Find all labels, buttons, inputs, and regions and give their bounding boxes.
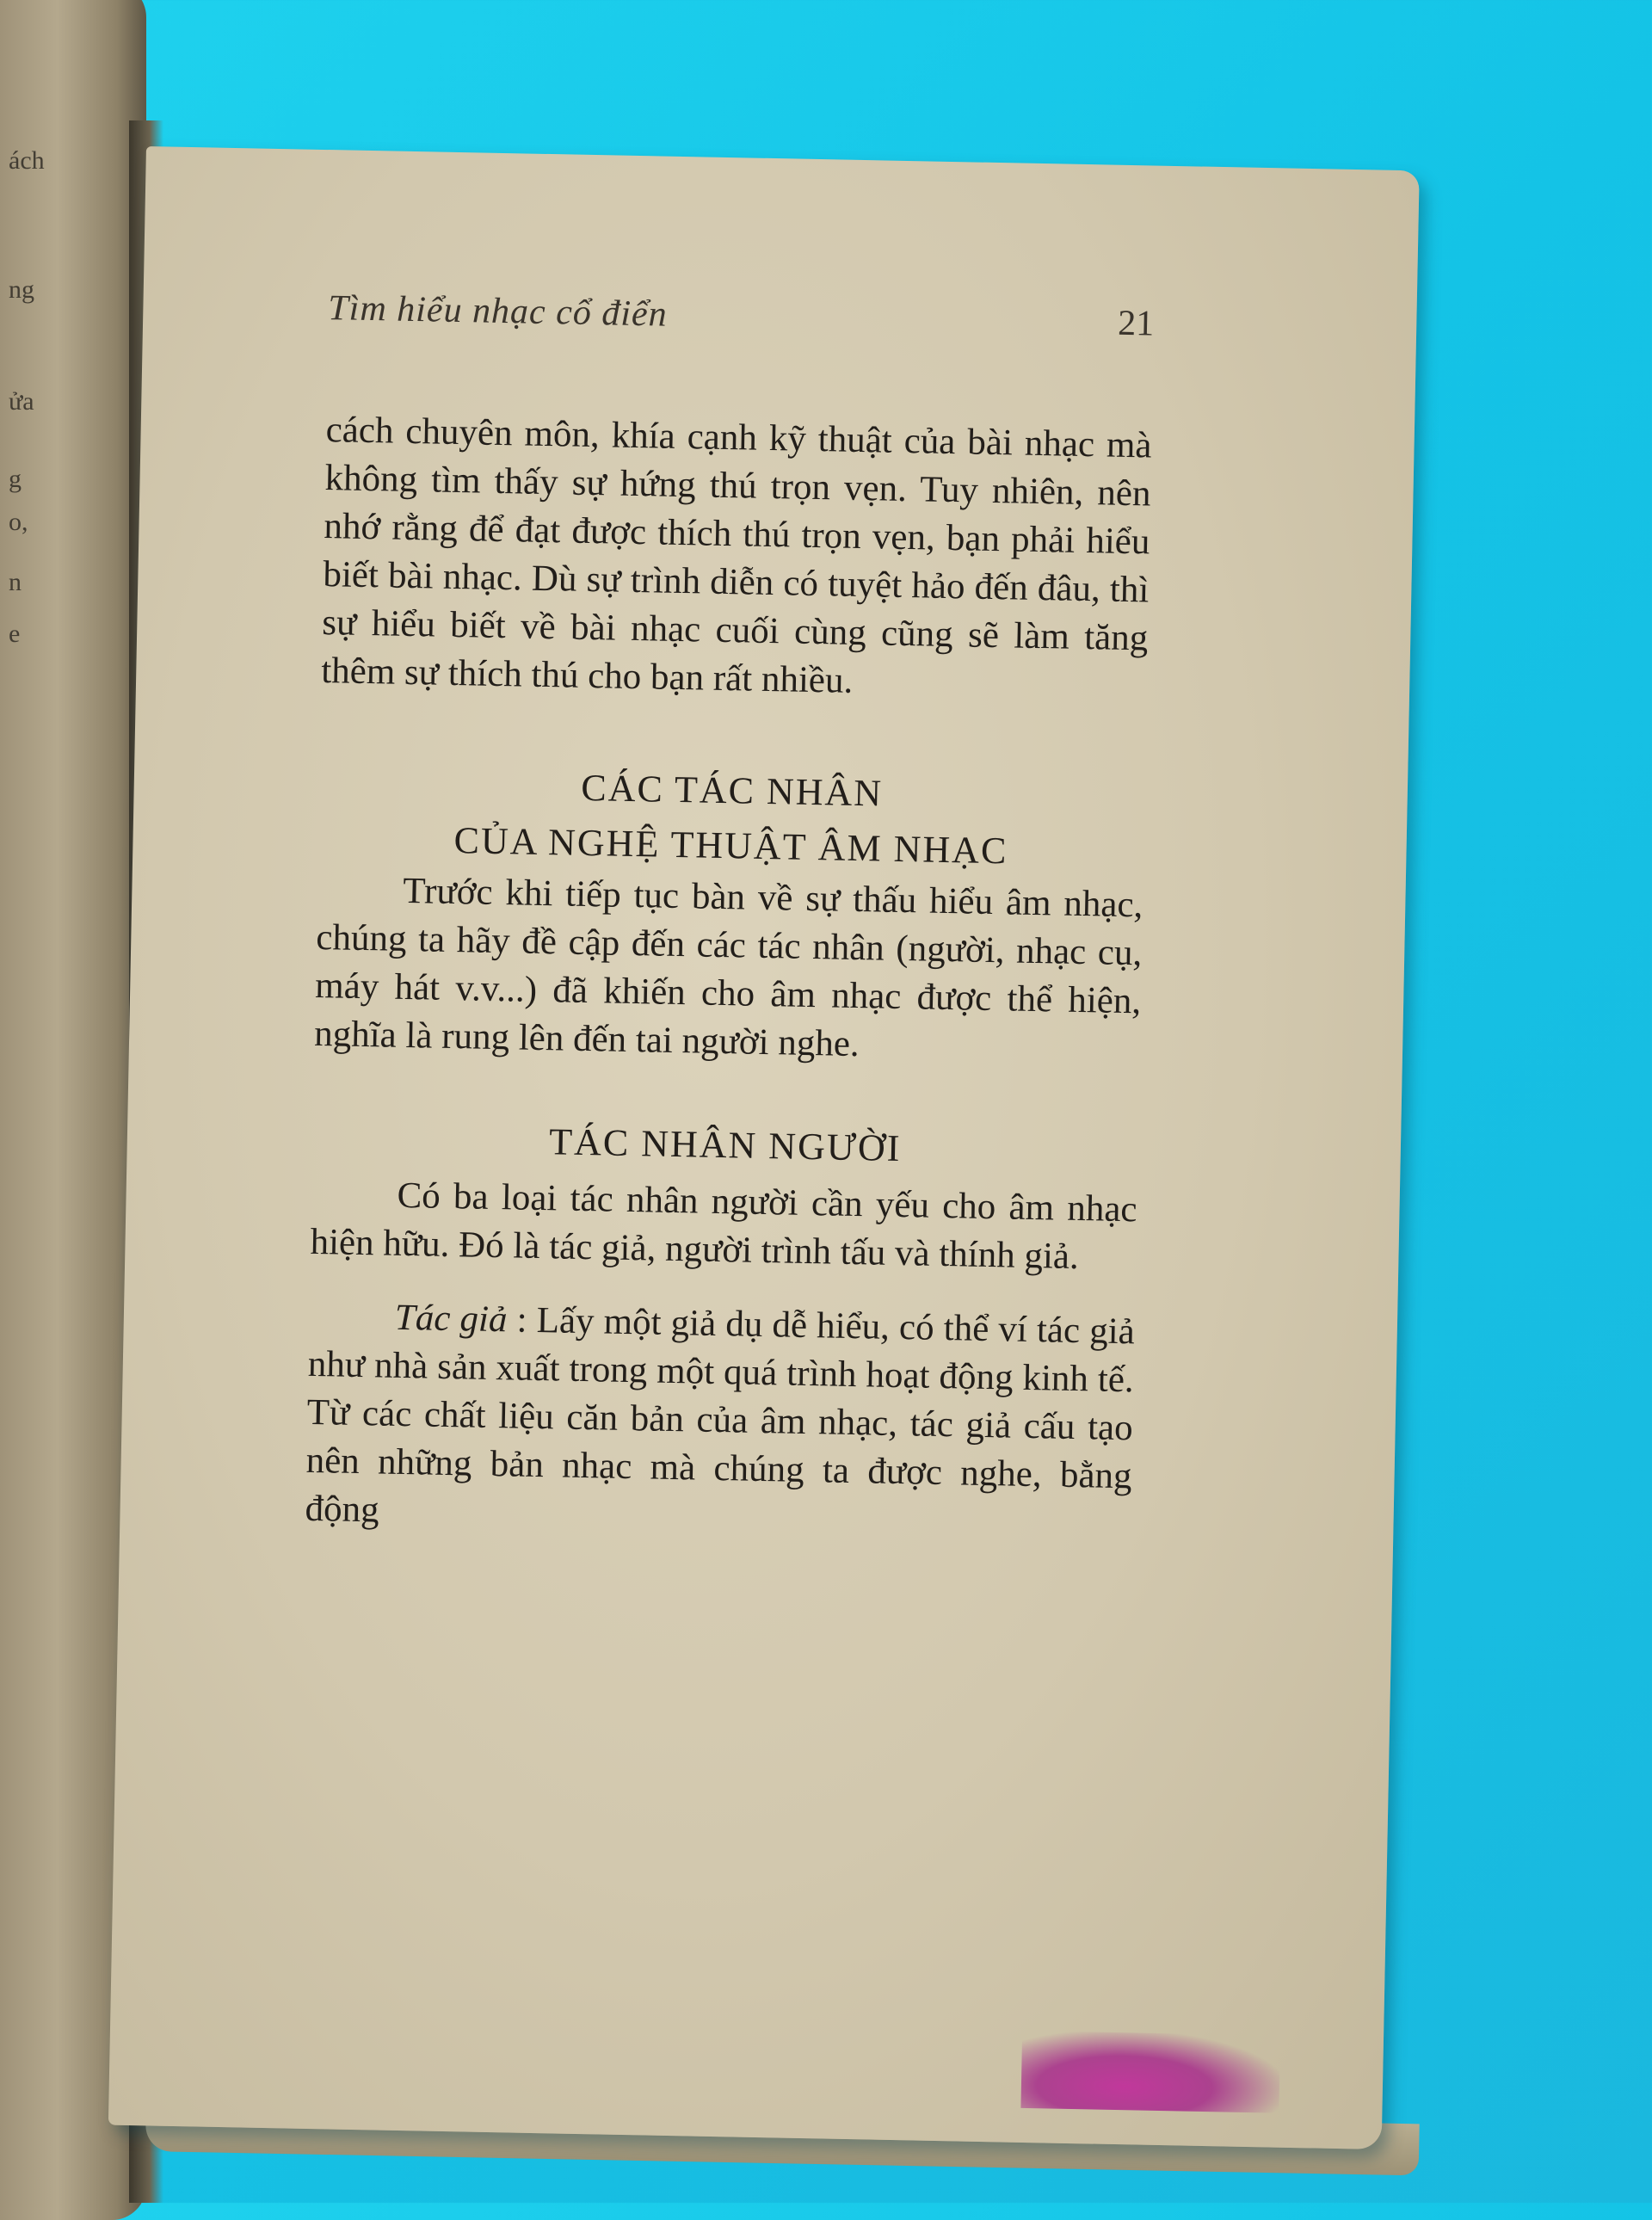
left-page-fragment: e	[9, 620, 21, 648]
page-header	[328, 287, 1155, 344]
section-heading-2: TÁC NHÂN NGƯỜI	[548, 1120, 902, 1170]
left-page-fragment: ửa	[9, 387, 34, 416]
paragraph-1: cách chuyên môn, khía cạnh kỹ thuật của bài nhạc mà không tìm thấy sự hứng thú trọn vẹn. Tuy nhiên, nên nhớ rằng để đạt được thích thú trọn vẹn, bạn phải hiểu biết bài nhạc. Dù sự trình diễn có tuyệt hảo đến đâu, thì sự hiểu biết về bài nhạc cuối cùng cũng sẽ làm tăng thêm sự thích thú cho bạn rất nhiều.	[320, 410, 1152, 701]
left-page-fragment: ách	[9, 146, 45, 175]
section-heading-1	[317, 755, 1145, 881]
left-page-fragment: g	[9, 465, 22, 493]
paragraph-2: Trước khi tiếp tục bàn về sự thấu hiểu âm nhạc, chúng ta hãy đề cập đến các tác nhân (người, nhạc cụ, máy hát v.v...) đã khiến cho âm nhạc được thể hiện, nghĩa là rung lên đến tai người nghe.	[313, 870, 1143, 1065]
heading-1-line-2: CỦA NGHỆ THUẬT ÂM NHẠC	[453, 819, 1008, 873]
paragraph-3: Có ba loại tác nhân người cần yếu cho âm nhạc hiện hữu. Đó là tác giả, người trình tấu và thính giả.	[310, 1175, 1137, 1278]
heading-1-line-1: CÁC TÁC NHÂN	[580, 766, 884, 815]
left-page-fragment: ng	[9, 275, 34, 304]
running-title: Tìm hiểu nhạc cổ điển	[327, 288, 669, 335]
page-number: 21	[1117, 303, 1155, 344]
paragraph-4-text: : Lấy một giả dụ dễ hiểu, có thể ví tác giả như nhà sản xuất trong một quá trình hoạt động kinh tế. Từ các chất liệu căn bản của âm nhạc, tác giả cấu tạo nên những bản nhạc mà chúng ta được nghe, bằng động	[305, 1299, 1136, 1531]
page-content	[305, 287, 1155, 1549]
left-page-fragment: n	[9, 568, 22, 596]
purple-ink-stain	[1020, 2031, 1280, 2113]
paragraph-4	[305, 1292, 1135, 1549]
left-page-fragment: o,	[9, 508, 28, 536]
paragraph-4-lead: Tác giả	[394, 1297, 508, 1341]
book-page	[108, 146, 1420, 2149]
